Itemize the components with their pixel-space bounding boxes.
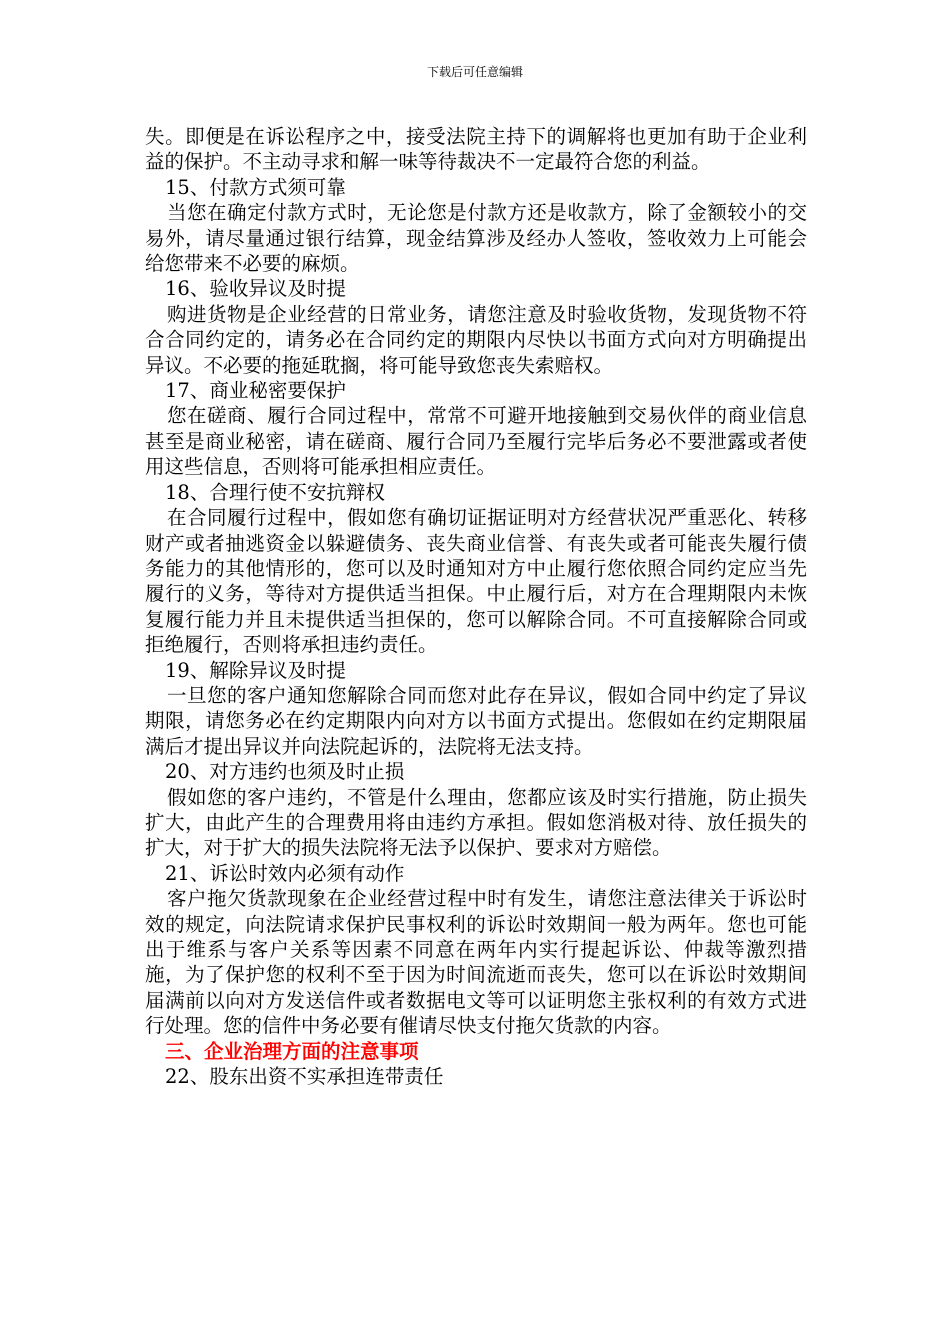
document-body (145, 124, 807, 1089)
paragraph-continued: 失。即便是在诉讼程序之中，接受法院主持下的调解将也更加有助于企业利益的保护。不主动寻求和解一味等待裁决不一定最符合您的利益。 (145, 125, 807, 174)
item-heading-19: 19、解除异议及时提 (165, 658, 346, 682)
section-heading-3: 三、企业治理方面的注意事项 (165, 1039, 419, 1063)
item-heading-17: 17、商业秘密要保护 (165, 379, 346, 403)
item-body-15: 当您在确定付款方式时，无论您是付款方还是收款方，除了金额较小的交易外，请尽量通过银行结算，现金结算涉及经办人签收，签收效力上可能会给您带来不必要的麻烦。 (145, 201, 807, 276)
item-heading-15: 15、付款方式须可靠 (165, 175, 346, 199)
item-body-18: 在合同履行过程中，假如您有确切证据证明对方经营状况严重恶化、转移财产或者抽逃资金以躲避债务、丧失商业信誉、有丧失或者可能丧失履行债务能力的其他情形的，您可以及时通知对方中止履行您依照合同约定应当先履行的义务，等待对方提供适当担保。中止履行后，对方在合理期限内未恢复履行能力并且未提供适当担保的，您可以解除合同。不可直接解除合同或拒绝履行，否则将承担违约责任。 (145, 506, 807, 657)
item-body-20: 假如您的客户违约，不管是什么理由，您都应该及时实行措施，防止损失扩大，由此产生的合理费用将由违约方承担。假如您消极对待、放任损失的扩大，对于扩大的损失法院将无法予以保护、要求对方赔偿。 (145, 785, 807, 860)
item-body-19: 一旦您的客户通知您解除合同而您对此存在异议，假如合同中约定了异议期限，请您务必在约定期限内向对方以书面方式提出。您假如在约定期限届满后才提出异议并向法院起诉的，法院将无法支持。 (145, 683, 807, 758)
page-header: 下载后可任意编辑 (426, 65, 523, 79)
item-heading-21: 21、诉讼时效内必须有动作 (165, 861, 405, 885)
item-heading-20: 20、对方违约也须及时止损 (165, 760, 405, 784)
item-body-21: 客户拖欠货款现象在企业经营过程中时有发生，请您注意法律关于诉讼时效的规定，向法院请求保护民事权利的诉讼时效期间一般为两年。您也可能出于维系与客户关系等因素不同意在两年内实行提起诉讼、仲裁等激烈措施，为了保护您的权利不至于因为时间流逝而丧失，您可以在诉讼时效期间届满前以向对方发送信件或者数据电文等可以证明您主张权利的有效方式进行处理。您的信件中务必要有催请尽快支付拖欠货款的内容。 (145, 887, 807, 1038)
item-body-16: 购进货物是企业经营的日常业务，请您注意及时验收货物，发现货物不符合合同约定的，请务必在合同约定的期限内尽快以书面方式向对方明确提出异议。不必要的拖延耽搁，将可能导致您丧失索赔权。 (145, 302, 807, 377)
item-heading-16: 16、验收异议及时提 (165, 277, 346, 301)
item-heading-18: 18、合理行使不安抗辩权 (165, 480, 385, 504)
item-body-17: 您在磋商、履行合同过程中，常常不可避开地接触到交易伙伴的商业信息甚至是商业秘密，请在磋商、履行合同乃至履行完毕后务必不要泄露或者使用这些信息，否则将可能承担相应责任。 (145, 404, 807, 479)
item-heading-22: 22、股东出资不实承担连带责任 (165, 1065, 444, 1089)
